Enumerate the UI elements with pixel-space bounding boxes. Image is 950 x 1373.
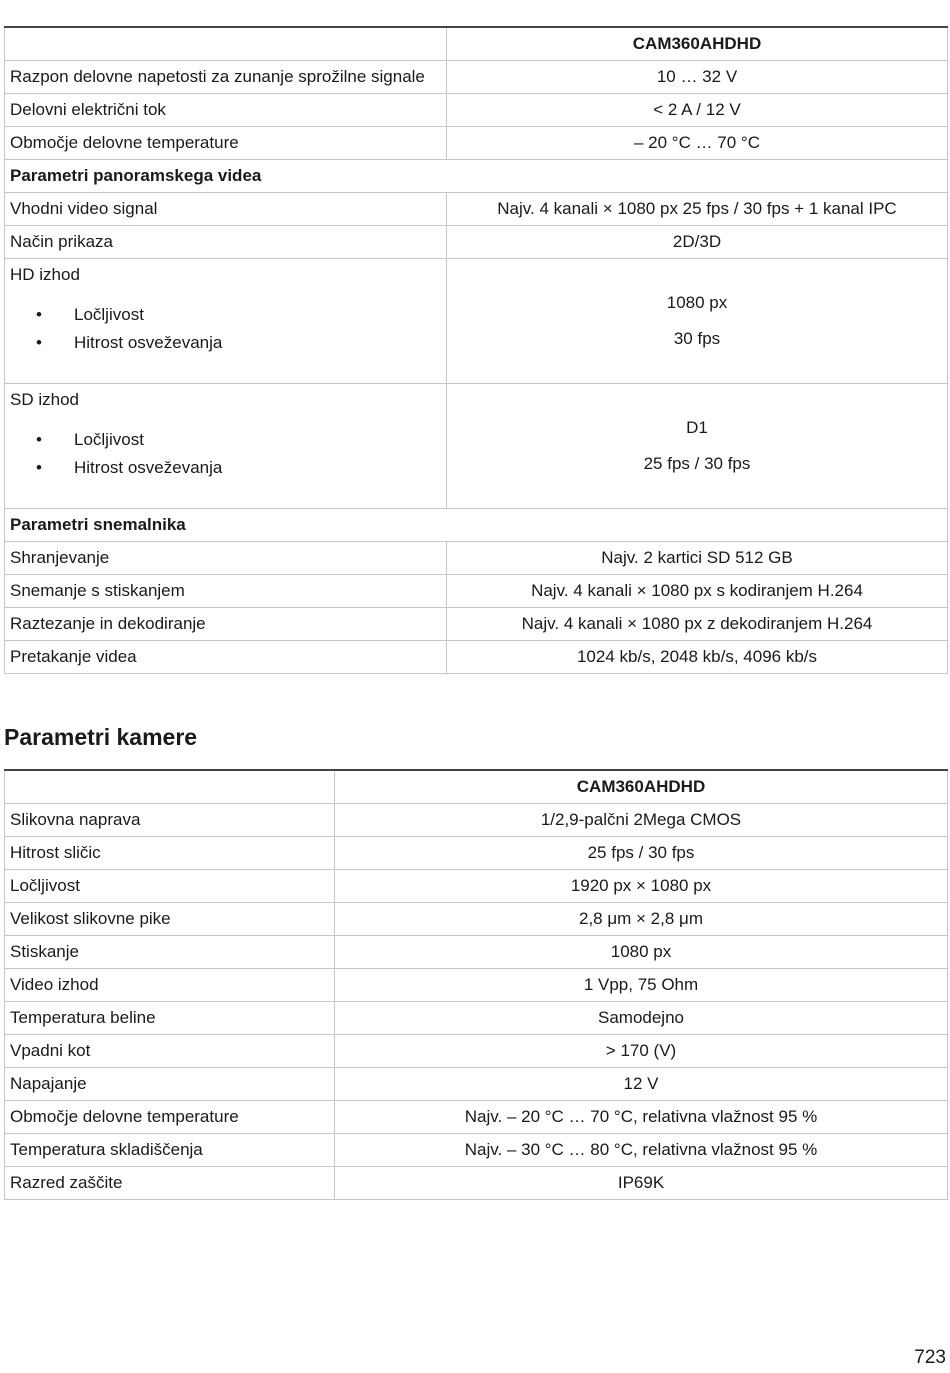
- row-label: Temperatura beline: [5, 1002, 335, 1035]
- row-label: Vpadni kot: [5, 1035, 335, 1068]
- header-empty-cell: [5, 27, 447, 61]
- table-row: [5, 837, 948, 870]
- sd-resolution-value: D1: [686, 418, 708, 437]
- row-label: Območje delovne temperature: [5, 1101, 335, 1134]
- row-value: < 2 A / 12 V: [447, 94, 948, 127]
- table-row: [5, 1167, 948, 1200]
- row-value: Najv. 4 kanali × 1080 px s kodiranjem H.264: [447, 575, 948, 608]
- row-label: Delovni električni tok: [5, 94, 447, 127]
- system-specs-table: [4, 26, 948, 674]
- sd-output-values-cell: [447, 384, 948, 509]
- row-label: Ločljivost: [5, 870, 335, 903]
- row-value: 1/2,9-palčni 2Mega CMOS: [335, 804, 948, 837]
- row-value: Najv. – 30 °C … 80 °C, relativna vlažnost 95 %: [335, 1134, 948, 1167]
- sd-output-label-cell: [5, 384, 447, 509]
- row-label: Raztezanje in dekodiranje: [5, 608, 447, 641]
- row-label: Napajanje: [5, 1068, 335, 1101]
- table-row: [5, 1068, 948, 1101]
- row-label: Razpon delovne napetosti za zunanje sprožilne signale: [5, 61, 447, 94]
- sd-output-label: SD izhod: [10, 390, 79, 409]
- row-value: – 20 °C … 70 °C: [447, 127, 948, 160]
- row-value: > 170 (V): [335, 1035, 948, 1068]
- row-label: Video izhod: [5, 969, 335, 1002]
- row-value: Najv. 4 kanali × 1080 px 25 fps / 30 fps + 1 kanal IPC: [447, 193, 948, 226]
- row-label: Hitrost sličic: [5, 837, 335, 870]
- row-label: Slikovna naprava: [5, 804, 335, 837]
- hd-output-label: HD izhod: [10, 265, 80, 284]
- table-row: [5, 127, 948, 160]
- table-row: [5, 608, 948, 641]
- hd-output-label-cell: [5, 259, 447, 384]
- row-value: 2D/3D: [447, 226, 948, 259]
- row-value: 10 … 32 V: [447, 61, 948, 94]
- row-value: 1024 kb/s, 2048 kb/s, 4096 kb/s: [447, 641, 948, 674]
- table-row: [5, 1002, 948, 1035]
- row-label: Vhodni video signal: [5, 193, 447, 226]
- table-row: [5, 226, 948, 259]
- table-row: [5, 969, 948, 1002]
- table-row: [5, 1101, 948, 1134]
- table-row: [5, 575, 948, 608]
- sd-refresh-value: 25 fps / 30 fps: [643, 454, 751, 473]
- row-label: Pretakanje videa: [5, 641, 447, 674]
- table-row: [5, 936, 948, 969]
- row-label: Snemanje s stiskanjem: [5, 575, 447, 608]
- sd-output-sub-list: [10, 426, 441, 482]
- page-number: 723: [914, 1347, 946, 1368]
- row-value: Samodejno: [335, 1002, 948, 1035]
- list-item: • Hitrost osveževanja: [36, 329, 441, 357]
- table-row: [5, 94, 948, 127]
- table-row: [5, 870, 948, 903]
- list-item: • Ločljivost: [36, 301, 441, 329]
- hd-resolution-value: 1080 px: [666, 293, 728, 312]
- hd-refresh-value: 30 fps: [673, 329, 721, 348]
- table-row: [5, 193, 948, 226]
- row-label: Stiskanje: [5, 936, 335, 969]
- sd-output-row: [5, 384, 948, 509]
- row-value: 12 V: [335, 1068, 948, 1101]
- hd-output-row: [5, 259, 948, 384]
- table-header-row: [5, 27, 948, 61]
- hd-output-sub-list: [10, 301, 441, 357]
- row-label: Način prikaza: [5, 226, 447, 259]
- table-row: [5, 641, 948, 674]
- row-label: Temperatura skladiščenja: [5, 1134, 335, 1167]
- camera-specs-table: [4, 769, 948, 1200]
- row-label: Velikost slikovne pike: [5, 903, 335, 936]
- row-label: Shranjevanje: [5, 542, 447, 575]
- table-row: [5, 1134, 948, 1167]
- list-item: • Hitrost osveževanja: [36, 454, 441, 482]
- row-value: 1 Vpp, 75 Ohm: [335, 969, 948, 1002]
- row-value: Najv. 2 kartici SD 512 GB: [447, 542, 948, 575]
- row-value: 1080 px: [335, 936, 948, 969]
- section-heading-recorder: Parametri snemalnika: [5, 509, 948, 542]
- row-value: IP69K: [335, 1167, 948, 1200]
- table-row: [5, 542, 948, 575]
- table-header-row: [5, 770, 948, 804]
- row-label: Razred zaščite: [5, 1167, 335, 1200]
- table-row: [5, 804, 948, 837]
- row-value: Najv. 4 kanali × 1080 px z dekodiranjem H.264: [447, 608, 948, 641]
- model-header: CAM360AHDHD: [447, 27, 948, 61]
- row-value: 1920 px × 1080 px: [335, 870, 948, 903]
- list-item: • Ločljivost: [36, 426, 441, 454]
- section-title: Parametri kamere: [4, 724, 198, 750]
- section-heading-video: Parametri panoramskega videa: [5, 160, 948, 193]
- header-empty-cell: [5, 770, 335, 804]
- table-row: [5, 1035, 948, 1068]
- row-value: Najv. – 20 °C … 70 °C, relativna vlažnost 95 %: [335, 1101, 948, 1134]
- row-value: 2,8 μm × 2,8 μm: [335, 903, 948, 936]
- model-header: CAM360AHDHD: [335, 770, 948, 804]
- table-row: [5, 61, 948, 94]
- section-row: [5, 509, 948, 542]
- section-row: [5, 160, 948, 193]
- hd-output-values-cell: [447, 259, 948, 384]
- table-row: [5, 903, 948, 936]
- row-value: 25 fps / 30 fps: [335, 837, 948, 870]
- row-label: Območje delovne temperature: [5, 127, 447, 160]
